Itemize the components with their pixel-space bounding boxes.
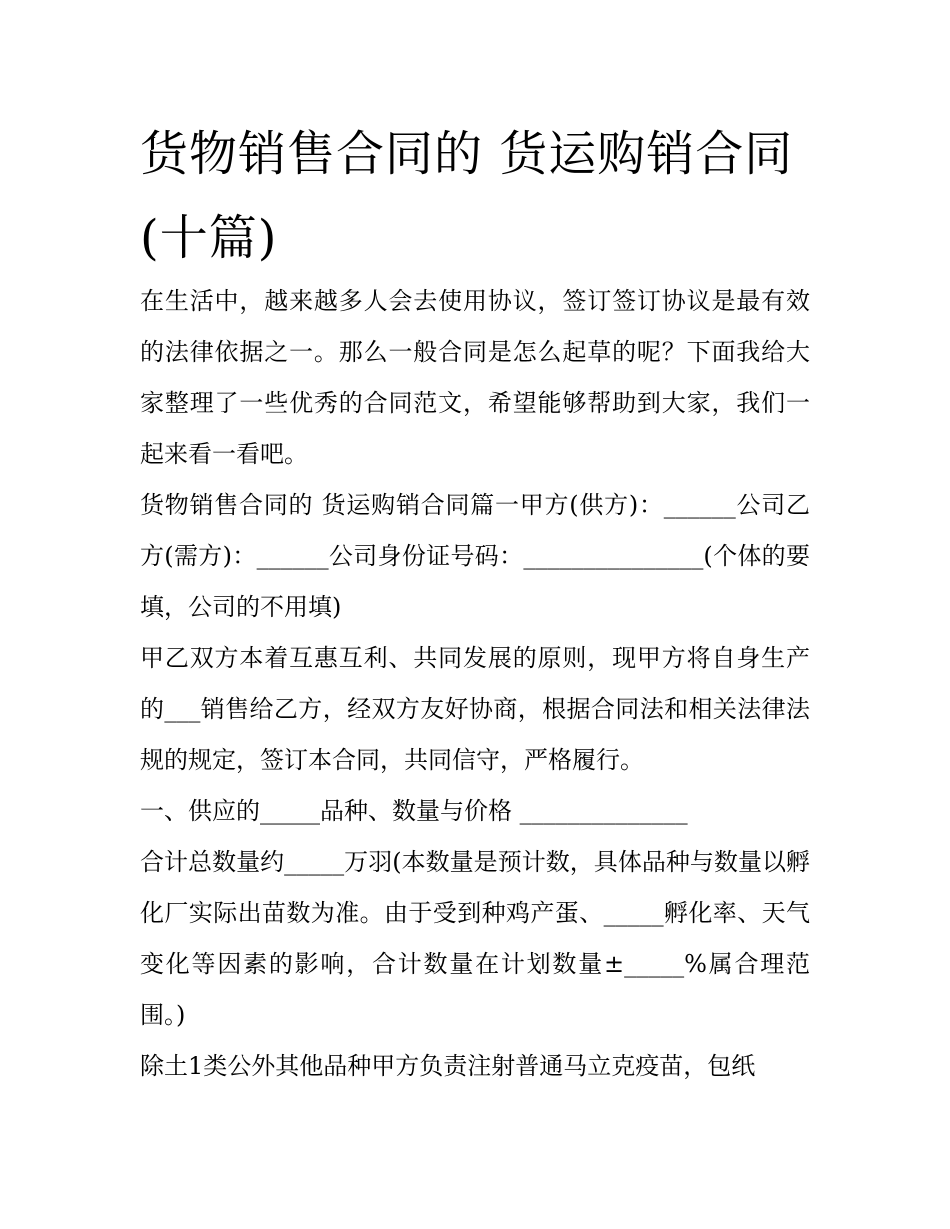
section-one-heading: 一、供应的_____品种、数量与价格 ______________ [140,797,688,825]
document-title: 货物销售合同的 货运购销合同(十篇) [140,126,794,266]
vaccine-paragraph: 除土1类公外其他品种甲方负责注射普通马立克疫苗，包纸 [140,1052,756,1080]
intro-paragraph: 在生活中，越来越多人会去使用协议，签订签订协议是最有效的法律依据之一。那么一般合同是怎么起草的呢？下面我给大家整理了一些优秀的合同范文，希望能够帮助到大家，我们一起来看一看吧。 [140,287,810,468]
principle-paragraph: 甲乙双方本着互惠互利、共同发展的原则，现甲方将自身生产的___销售给乙方，经双方友好协商，根据合同法和相关法律法规的规定，签订本合同，共同信守，严格履行。 [140,644,810,774]
document-body [140,276,810,1092]
quantity-paragraph: 合计总数量约_____万羽(本数量是预计数，具体品种与数量以孵化厂实际出苗数为准。由于受到种鸡产蛋、_____孵化率、天气变化等因素的影响，合计数量在计划数量±_____%属合理范围。) [140,848,810,1029]
parties-paragraph: 货物销售合同的 货运购销合同篇一甲方(供方)：______公司乙方(需方)：______公司身份证号码：_______________(个体的要填，公司的不用填) [140,491,810,621]
